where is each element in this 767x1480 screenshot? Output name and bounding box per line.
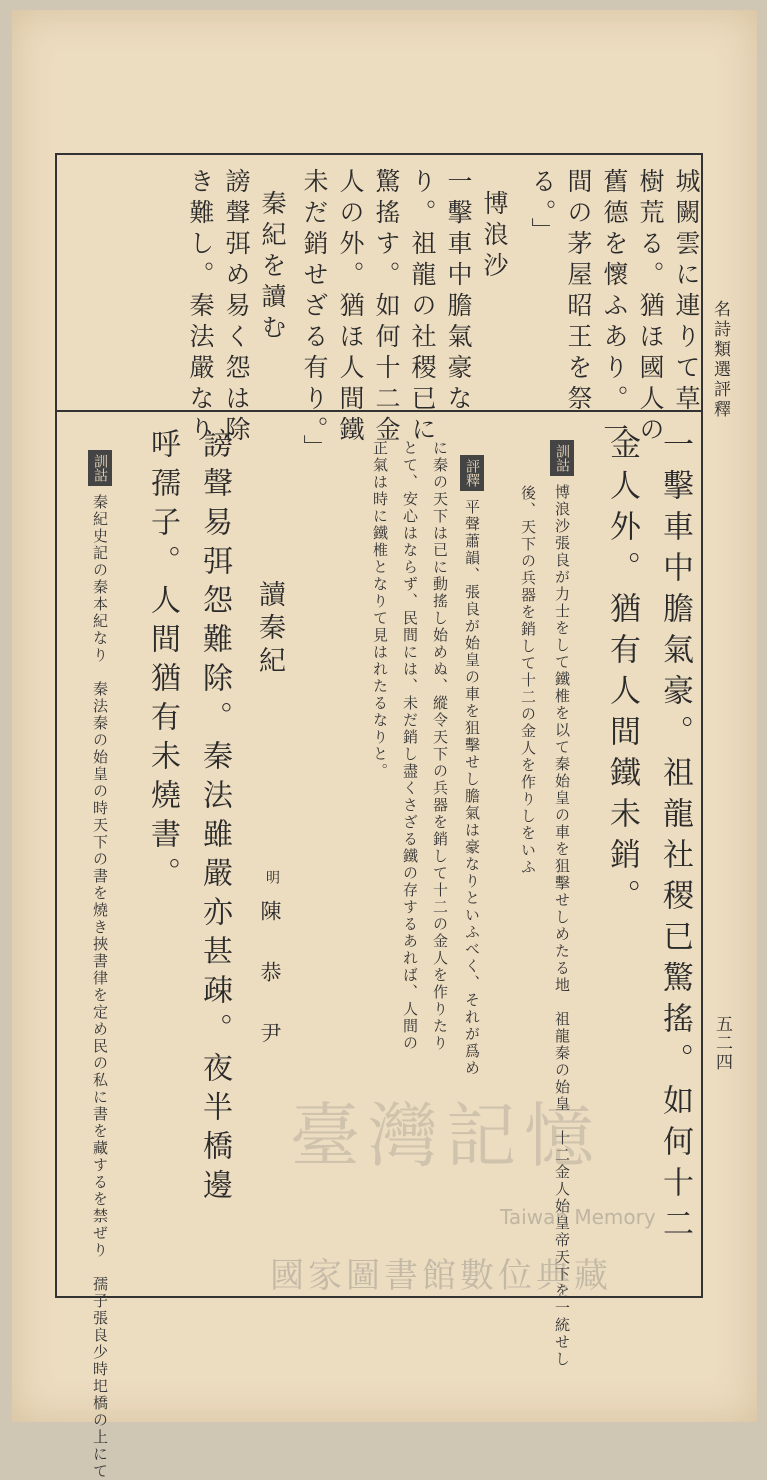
upper-column: 城闕雲に連りて草 [672,168,701,416]
page-number: 五二四 [712,1015,732,1072]
poem1-commentary-cont: とて、安心はならず、民間には、未だ銷し盡くさざる鐵の存するあれば、人間の [401,440,419,1052]
book-title: 名詩類選評釋 [710,300,730,420]
upper-column: り。祖龍の社稷已に [408,168,437,447]
poem2-title: 讀秦紀 [254,580,285,679]
poem2-author: 陳恭尹 [258,900,282,1083]
upper-column: 驚搖す。如何十二金 [372,168,401,447]
poem1-commentary [460,455,484,1077]
poem1-line2: 金人外。猶有人間鐵未銷。 [604,428,640,920]
upper-column: 舊德を懷ふあり。一 [600,168,629,447]
upper-column: 秦紀を讀む [258,190,287,345]
upper-column: 未だ銷せざる有り。」 [300,168,329,466]
upper-column: 謗聲弭め易く怨は除 [222,168,251,447]
commentary-text: 平聲蕭韻、張良が始皇の車を狙擊せし膽氣は豪なりといふべく、それが爲め [463,499,481,1077]
upper-column: 博浪沙 [480,190,509,283]
gloss-tag: 訓詁 [550,440,574,476]
upper-column: 樹荒る。猶ほ國人の [636,168,665,447]
upper-column: 一擊車中膽氣豪な [444,168,473,416]
poem1-line1: 一擊車中膽氣豪。祖龍社稷已驚搖。如何十二 [657,428,693,1248]
poem1-commentary-cont: 正氣は時に鐵椎となりて見はれたるなりと。 [371,440,389,780]
upper-column: 人の外。猶ほ人間鐵 [336,168,365,447]
watermark-english: Taiwan Memory [500,1205,656,1229]
watermark-logo: 臺灣記憶 [290,1095,602,1177]
gloss-text: 秦紀史記の秦本紀なり 秦法秦の始皇の時天下の書を燒き挾書律を定め民の私に書を藏するを禁ぜり 孺子張良少時圯橋の上にて [91,494,109,1480]
poem2-line1: 謗聲易弭怨難除。秦法雖嚴亦甚疎。夜半橋邊 [197,428,232,1208]
poem2-dynasty: 明 [264,870,280,884]
upper-column: き難し。秦法嚴なり [186,168,215,447]
gloss-text: 博浪沙張良が力士をして鐵椎を以て秦始皇の車を狙擊せしめたる地 祖龍秦の始皇 十二金人始皇帝天下を一統せし [553,484,571,1368]
gloss-tag: 訓詁 [88,450,112,486]
poem1-gloss-cont: 後、天下の兵器を銷して十二の金人を作りしをいふ [519,485,537,876]
poem2-line2: 呼孺子。人間猶有未燒書。 [145,428,180,896]
watermark-caption: 國家圖書館數位典藏 [270,1256,612,1296]
upper-column: る。」 [528,168,557,249]
poem1-commentary-cont: に秦の天下は已に動搖し始めぬ、縱令天下の兵器を銷して十二の金人を作りたり [431,440,449,1052]
upper-column: 間の茅屋昭王を祭 [564,168,593,416]
commentary-tag: 評釋 [460,455,484,491]
poem2-gloss [88,450,112,1480]
